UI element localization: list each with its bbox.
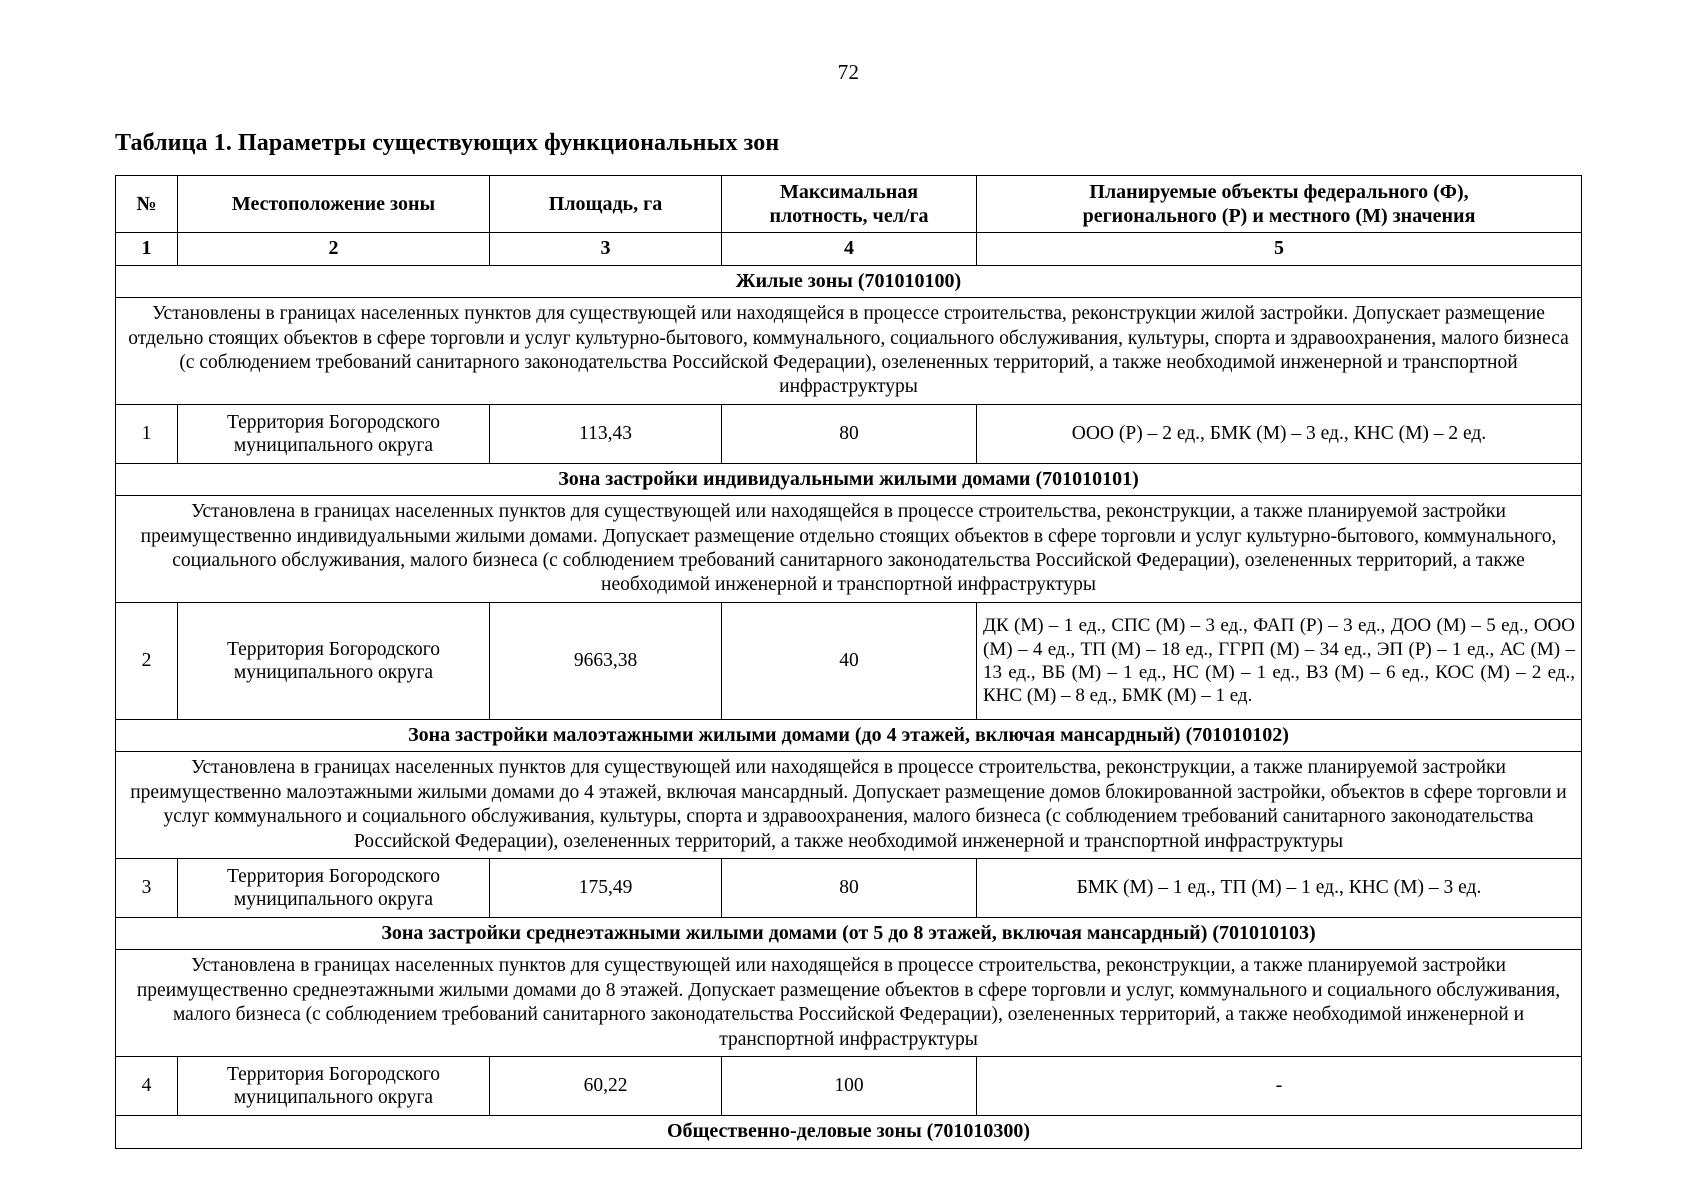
row-location <box>178 858 490 917</box>
row-location-line2: муниципального округа <box>233 1086 434 1108</box>
row-number: 3 <box>116 858 178 917</box>
row-location <box>178 602 490 719</box>
column-number-5: 5 <box>977 233 1582 266</box>
row-objects: ООО (Р) – 2 ед., БМК (М) – 3 ед., КНС (М) – 2 ед. <box>977 404 1582 463</box>
row-area: 9663,38 <box>490 602 722 719</box>
row-location-line1: Территория Богородского <box>226 1063 441 1085</box>
row-density: 80 <box>722 858 977 917</box>
section-title-mid-rise: Зона застройки среднеэтажными жилыми домами (от 5 до 8 этажей, включая мансардный) (701010103) <box>116 917 1582 950</box>
row-density: 40 <box>722 602 977 719</box>
table-row <box>116 858 1582 917</box>
row-location-line2: муниципального округа <box>233 434 434 456</box>
row-objects: - <box>977 1056 1582 1115</box>
functional-zones-table <box>115 175 1582 1149</box>
table-row <box>116 1056 1582 1115</box>
section-title-row <box>116 719 1582 752</box>
row-area: 175,49 <box>490 858 722 917</box>
row-location-line2: муниципального округа <box>233 661 434 683</box>
section-title-row <box>116 463 1582 496</box>
section-title-low-rise: Зона застройки малоэтажными жилыми домами (до 4 этажей, включая мансардный) (701010102) <box>116 719 1582 752</box>
table-row <box>116 404 1582 463</box>
page-title: Таблица 1. Параметры существующих функциональных зон <box>115 130 780 156</box>
section-description-row <box>116 298 1582 405</box>
section-description-mid-rise: Установлена в границах населенных пунктов для существующей или находящейся в процессе строительства, реконструкции, а также планируемой застройки преимущественно среднеэтажными жилыми домами до 8 этажей. Допускает размещение объектов в сфере торговли и услуг, коммунального и социального обслуживания, малого бизнеса (с соблюдением требований санитарного законодательства Российской Федерации), озелененных территорий, а также необходимой инженерной и транспортной инфраструктуры <box>116 950 1582 1057</box>
column-number-4: 4 <box>722 233 977 266</box>
row-objects: БМК (М) – 1 ед., ТП (М) – 1 ед., КНС (М) – 3 ед. <box>977 858 1582 917</box>
row-density: 80 <box>722 404 977 463</box>
section-description-row <box>116 496 1582 603</box>
row-location <box>178 404 490 463</box>
header-density-line2: плотность, чел/га <box>769 205 929 227</box>
row-number: 4 <box>116 1056 178 1115</box>
section-title-public-business: Общественно-деловые зоны (701010300) <box>116 1115 1582 1148</box>
header-location: Местоположение зоны <box>178 176 490 233</box>
header-objects-line1: Планируемые объекты федерального (Ф), <box>1089 181 1469 203</box>
column-number-2: 2 <box>178 233 490 266</box>
row-location-line2: муниципального округа <box>233 888 434 910</box>
row-number: 2 <box>116 602 178 719</box>
table-column-numbers-row <box>116 233 1582 266</box>
row-number: 1 <box>116 404 178 463</box>
header-density-line1: Максимальная <box>779 181 919 203</box>
section-description-individual-housing: Установлена в границах населенных пунктов для существующей или находящейся в процессе строительства, реконструкции, а также планируемой застройки преимущественно индивидуальными жилыми домами. Допускает размещение отдельно стоящих объектов в сфере торговли и услуг культурно-бытового, коммунального, социального обслуживания, малого бизнеса (с соблюдением требований санитарного законодательства Российской Федерации), озелененных территорий, а также необходимой инженерной и транспортной инфраструктуры <box>116 496 1582 603</box>
header-number: № <box>116 176 178 233</box>
row-location-line1: Территория Богородского <box>226 411 441 433</box>
row-area: 113,43 <box>490 404 722 463</box>
column-number-1: 1 <box>116 233 178 266</box>
section-description-residential: Установлены в границах населенных пунктов для существующей или находящейся в процессе строительства, реконструкции жилой застройки. Допускает размещение отдельно стоящих объектов в сфере торговли и услуг культурно-бытового, коммунального, социального обслуживания, культуры, спорта и здравоохранения, малого бизнеса (с соблюдением требований санитарного законодательства Российской Федерации), озелененных территорий, а также необходимой инженерной и транспортной инфраструктуры <box>116 298 1582 405</box>
header-objects <box>977 176 1582 233</box>
section-title-individual-housing: Зона застройки индивидуальными жилыми домами (701010101) <box>116 463 1582 496</box>
section-description-row <box>116 950 1582 1057</box>
column-number-3: 3 <box>490 233 722 266</box>
row-density: 100 <box>722 1056 977 1115</box>
section-description-low-rise: Установлена в границах населенных пунктов для существующей или находящейся в процессе строительства, реконструкции, а также планируемой застройки преимущественно малоэтажными жилыми домами до 4 этажей, включая мансардный. Допускает размещение домов блокированной застройки, объектов в сфере торговли и услуг коммунального и социального обслуживания, культуры, спорта и здравоохранения, малого бизнеса (с соблюдением требований санитарного законодательства Российской Федерации), озелененных территорий, а также необходимой инженерной и транспортной инфраструктуры <box>116 752 1582 859</box>
row-objects: ДК (М) – 1 ед., СПС (М) – 3 ед., ФАП (Р) – 3 ед., ДОО (М) – 5 ед., ООО (М) – 4 ед., ТП (М) – 18 ед., ГГРП (М) – 34 ед., ЭП (Р) – 1 ед., АС (М) – 13 ед., ВБ (М) – 1 ед., НС (М) – 1 ед., ВЗ (М) – 6 ед., КОС (М) – 2 ед., КНС (М) – 8 ед., БМК (М) – 1 ед. <box>977 602 1582 719</box>
section-title-residential: Жилые зоны (701010100) <box>116 265 1582 298</box>
row-location-line1: Территория Богородского <box>226 638 441 660</box>
section-title-row <box>116 265 1582 298</box>
section-title-row <box>116 1115 1582 1148</box>
table-header-row <box>116 176 1582 233</box>
page-number: 72 <box>837 60 860 84</box>
row-location <box>178 1056 490 1115</box>
row-location-line1: Территория Богородского <box>226 865 441 887</box>
header-density <box>722 176 977 233</box>
section-description-row <box>116 752 1582 859</box>
header-objects-line2: регионального (Р) и местного (М) значения <box>1082 205 1476 227</box>
header-area: Площадь, га <box>490 176 722 233</box>
section-title-row <box>116 917 1582 950</box>
table-row <box>116 602 1582 719</box>
row-area: 60,22 <box>490 1056 722 1115</box>
